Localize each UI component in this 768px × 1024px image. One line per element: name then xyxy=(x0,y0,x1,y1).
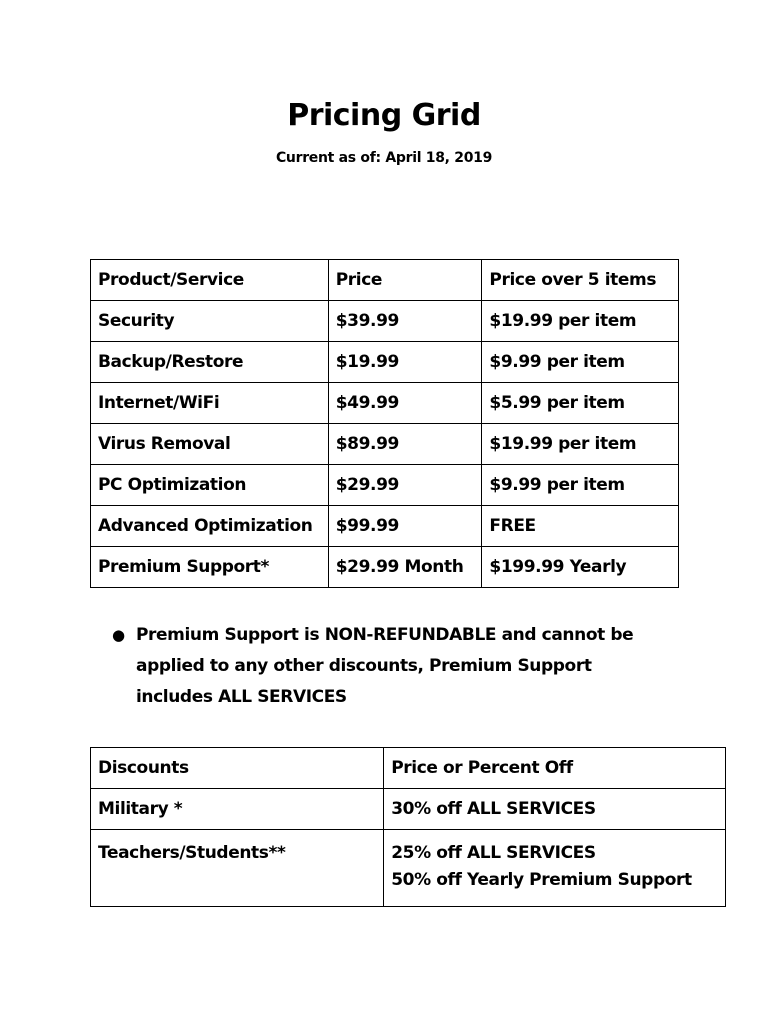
table-header-row xyxy=(91,748,726,789)
product-cell: Backup/Restore xyxy=(91,342,329,383)
discount-label-cell: Teachers/Students** xyxy=(91,830,384,907)
bulk-price-cell: $199.99 Yearly xyxy=(482,547,679,588)
discount-line: 50% off Yearly Premium Support xyxy=(391,870,692,890)
note-text: Premium Support is NON-REFUNDABLE and cannot be applied to any other discounts, Premium Support includes ALL SERVICES xyxy=(136,625,634,707)
price-cell: $29.99 Month xyxy=(328,547,482,588)
product-cell: Virus Removal xyxy=(91,424,329,465)
bulk-price-cell: FREE xyxy=(482,506,679,547)
table-row xyxy=(91,424,679,465)
table-row xyxy=(91,465,679,506)
table-row xyxy=(91,547,679,588)
price-cell: $19.99 xyxy=(328,342,482,383)
bulk-price-cell: $19.99 per item xyxy=(482,424,679,465)
table-row xyxy=(91,830,726,907)
bullet-icon: ● xyxy=(112,626,125,644)
table-row xyxy=(91,789,726,830)
header-cell: Price over 5 items xyxy=(482,260,679,301)
discount-line: 30% off ALL SERVICES xyxy=(391,799,596,819)
bulk-price-cell: $9.99 per item xyxy=(482,465,679,506)
price-cell: $29.99 xyxy=(328,465,482,506)
table-row xyxy=(91,301,679,342)
discount-value-cell xyxy=(384,830,726,907)
table-row xyxy=(91,506,679,547)
date-subtitle: Current as of: April 18, 2019 xyxy=(275,150,493,166)
header-cell: Discounts xyxy=(91,748,384,789)
product-cell: Advanced Optimization xyxy=(91,506,329,547)
table-header-row xyxy=(91,260,679,301)
table-row xyxy=(91,342,679,383)
price-cell: $39.99 xyxy=(328,301,482,342)
price-cell: $49.99 xyxy=(328,383,482,424)
pricing-table xyxy=(90,259,679,588)
bulk-price-cell: $5.99 per item xyxy=(482,383,679,424)
discount-label-cell: Military * xyxy=(91,789,384,830)
discount-line: 25% off ALL SERVICES xyxy=(391,843,596,863)
product-cell: PC Optimization xyxy=(91,465,329,506)
header-cell: Price or Percent Off xyxy=(384,748,726,789)
discount-value-cell xyxy=(384,789,726,830)
page-title: Pricing Grid xyxy=(287,98,481,133)
product-cell: Security xyxy=(91,301,329,342)
bulk-price-cell: $19.99 per item xyxy=(482,301,679,342)
header-cell: Product/Service xyxy=(91,260,329,301)
table-row xyxy=(91,383,679,424)
product-cell: Internet/WiFi xyxy=(91,383,329,424)
header-cell: Price xyxy=(328,260,482,301)
premium-support-note xyxy=(112,620,672,713)
price-cell: $99.99 xyxy=(328,506,482,547)
discounts-table xyxy=(90,747,726,907)
note-item xyxy=(112,620,672,713)
price-cell: $89.99 xyxy=(328,424,482,465)
bulk-price-cell: $9.99 per item xyxy=(482,342,679,383)
product-cell: Premium Support* xyxy=(91,547,329,588)
